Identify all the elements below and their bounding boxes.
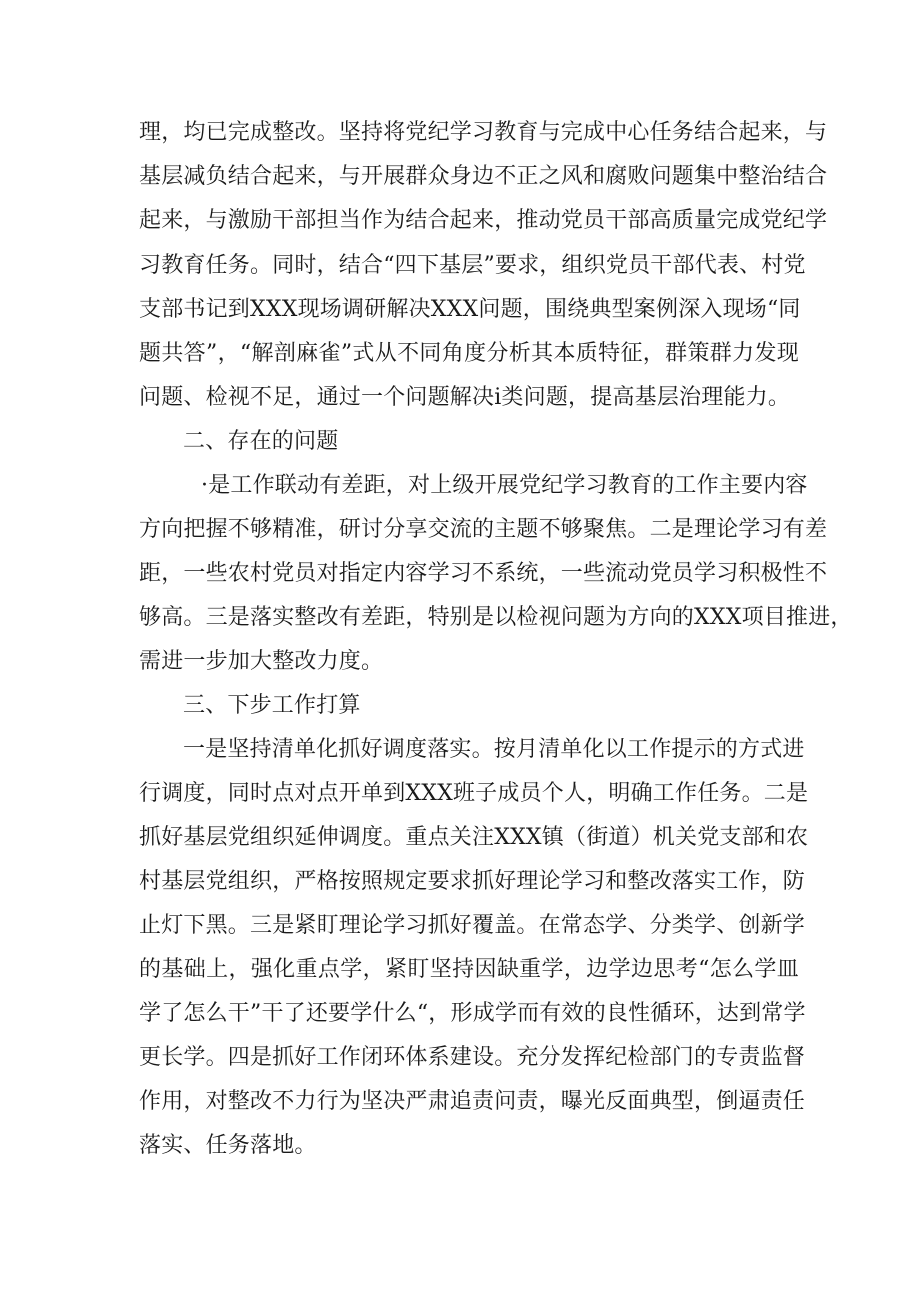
body-line: 行调度，同时点对点开单到XXX班子成员个人，明确工作任务。二是 <box>139 781 809 806</box>
body-line: 支部书记到XXX现场调研解决XXX问题，围绕典型案例深入现场“同 <box>139 297 801 322</box>
body-line: 止灯下黑。三是紧盯理论学习抓好覆盖。在常态学、分类学、创新学 <box>139 913 806 938</box>
body-line: 够高。三是落实整改有差距，特别是以检视问题为方向的XXX项目推进， <box>139 605 853 630</box>
body-line: 距，一些农村党员对指定内容学习不系统，一些流动党员学习积极性不 <box>139 561 828 586</box>
body-line: 习教育任务。同时，结合“四下基层”要求，组织党员干部代表、村党 <box>139 253 806 278</box>
body-line: ·是工作联动有差距，对上级开展党纪学习教育的工作主要内容 <box>201 473 808 498</box>
body-line: 一是坚持清单化抓好调度落实。按月清单化以工作提示的方式进 <box>183 737 805 762</box>
body-line: 的基础上，强化重点学，紧盯坚持因缺重学，边学边思考“怎么学皿 <box>139 957 799 982</box>
body-line: 题共答”，“解剖麻雀”式从不同角度分析其本质特征，群策群力发现 <box>139 341 799 366</box>
body-line: 需进一步加大整改力度。 <box>139 649 384 674</box>
body-line: 理，均已完成整改。坚持将党纪学习教育与完成中心任务结合起来，与 <box>139 120 828 145</box>
body-line: 作用，对整改不力行为坚决严肃追责问责，曝光反面典型，倒逼责任 <box>139 1089 806 1114</box>
body-line: 方向把握不够精准，研讨分享交流的主题不够聚焦。二是理论学习有差 <box>139 517 828 542</box>
body-line: 学了怎么干”干了还要学什么“，形成学而有效的良性循环，达到常学 <box>139 1001 806 1026</box>
body-line: 起来，与激励干部担当作为结合起来，推动党员干部高质量完成党纪学 <box>139 208 828 233</box>
body-line: 问题、检视不足，通过一个问题解决i类问题，提高基层治理能力。 <box>139 385 791 410</box>
body-line: 落实、任务落地。 <box>139 1133 317 1158</box>
section-heading-problems: 二、存在的问题 <box>183 429 339 454</box>
section-heading-next-steps: 三、下步工作打算 <box>183 693 361 718</box>
body-line: 更长学。四是抓好工作闭环体系建设。充分发挥纪检部门的专责监督 <box>139 1045 806 1070</box>
body-line: 村基层党组织，严格按照规定要求抓好理论学习和整改落实工作，防 <box>139 869 806 894</box>
body-line: 抓好基层党组织延伸调度。重点关注XXX镇（街道）机关党支部和农 <box>139 825 809 850</box>
body-line: 基层减负结合起来，与开展群众身边不正之风和腐败问题集中整治结合 <box>139 164 828 189</box>
